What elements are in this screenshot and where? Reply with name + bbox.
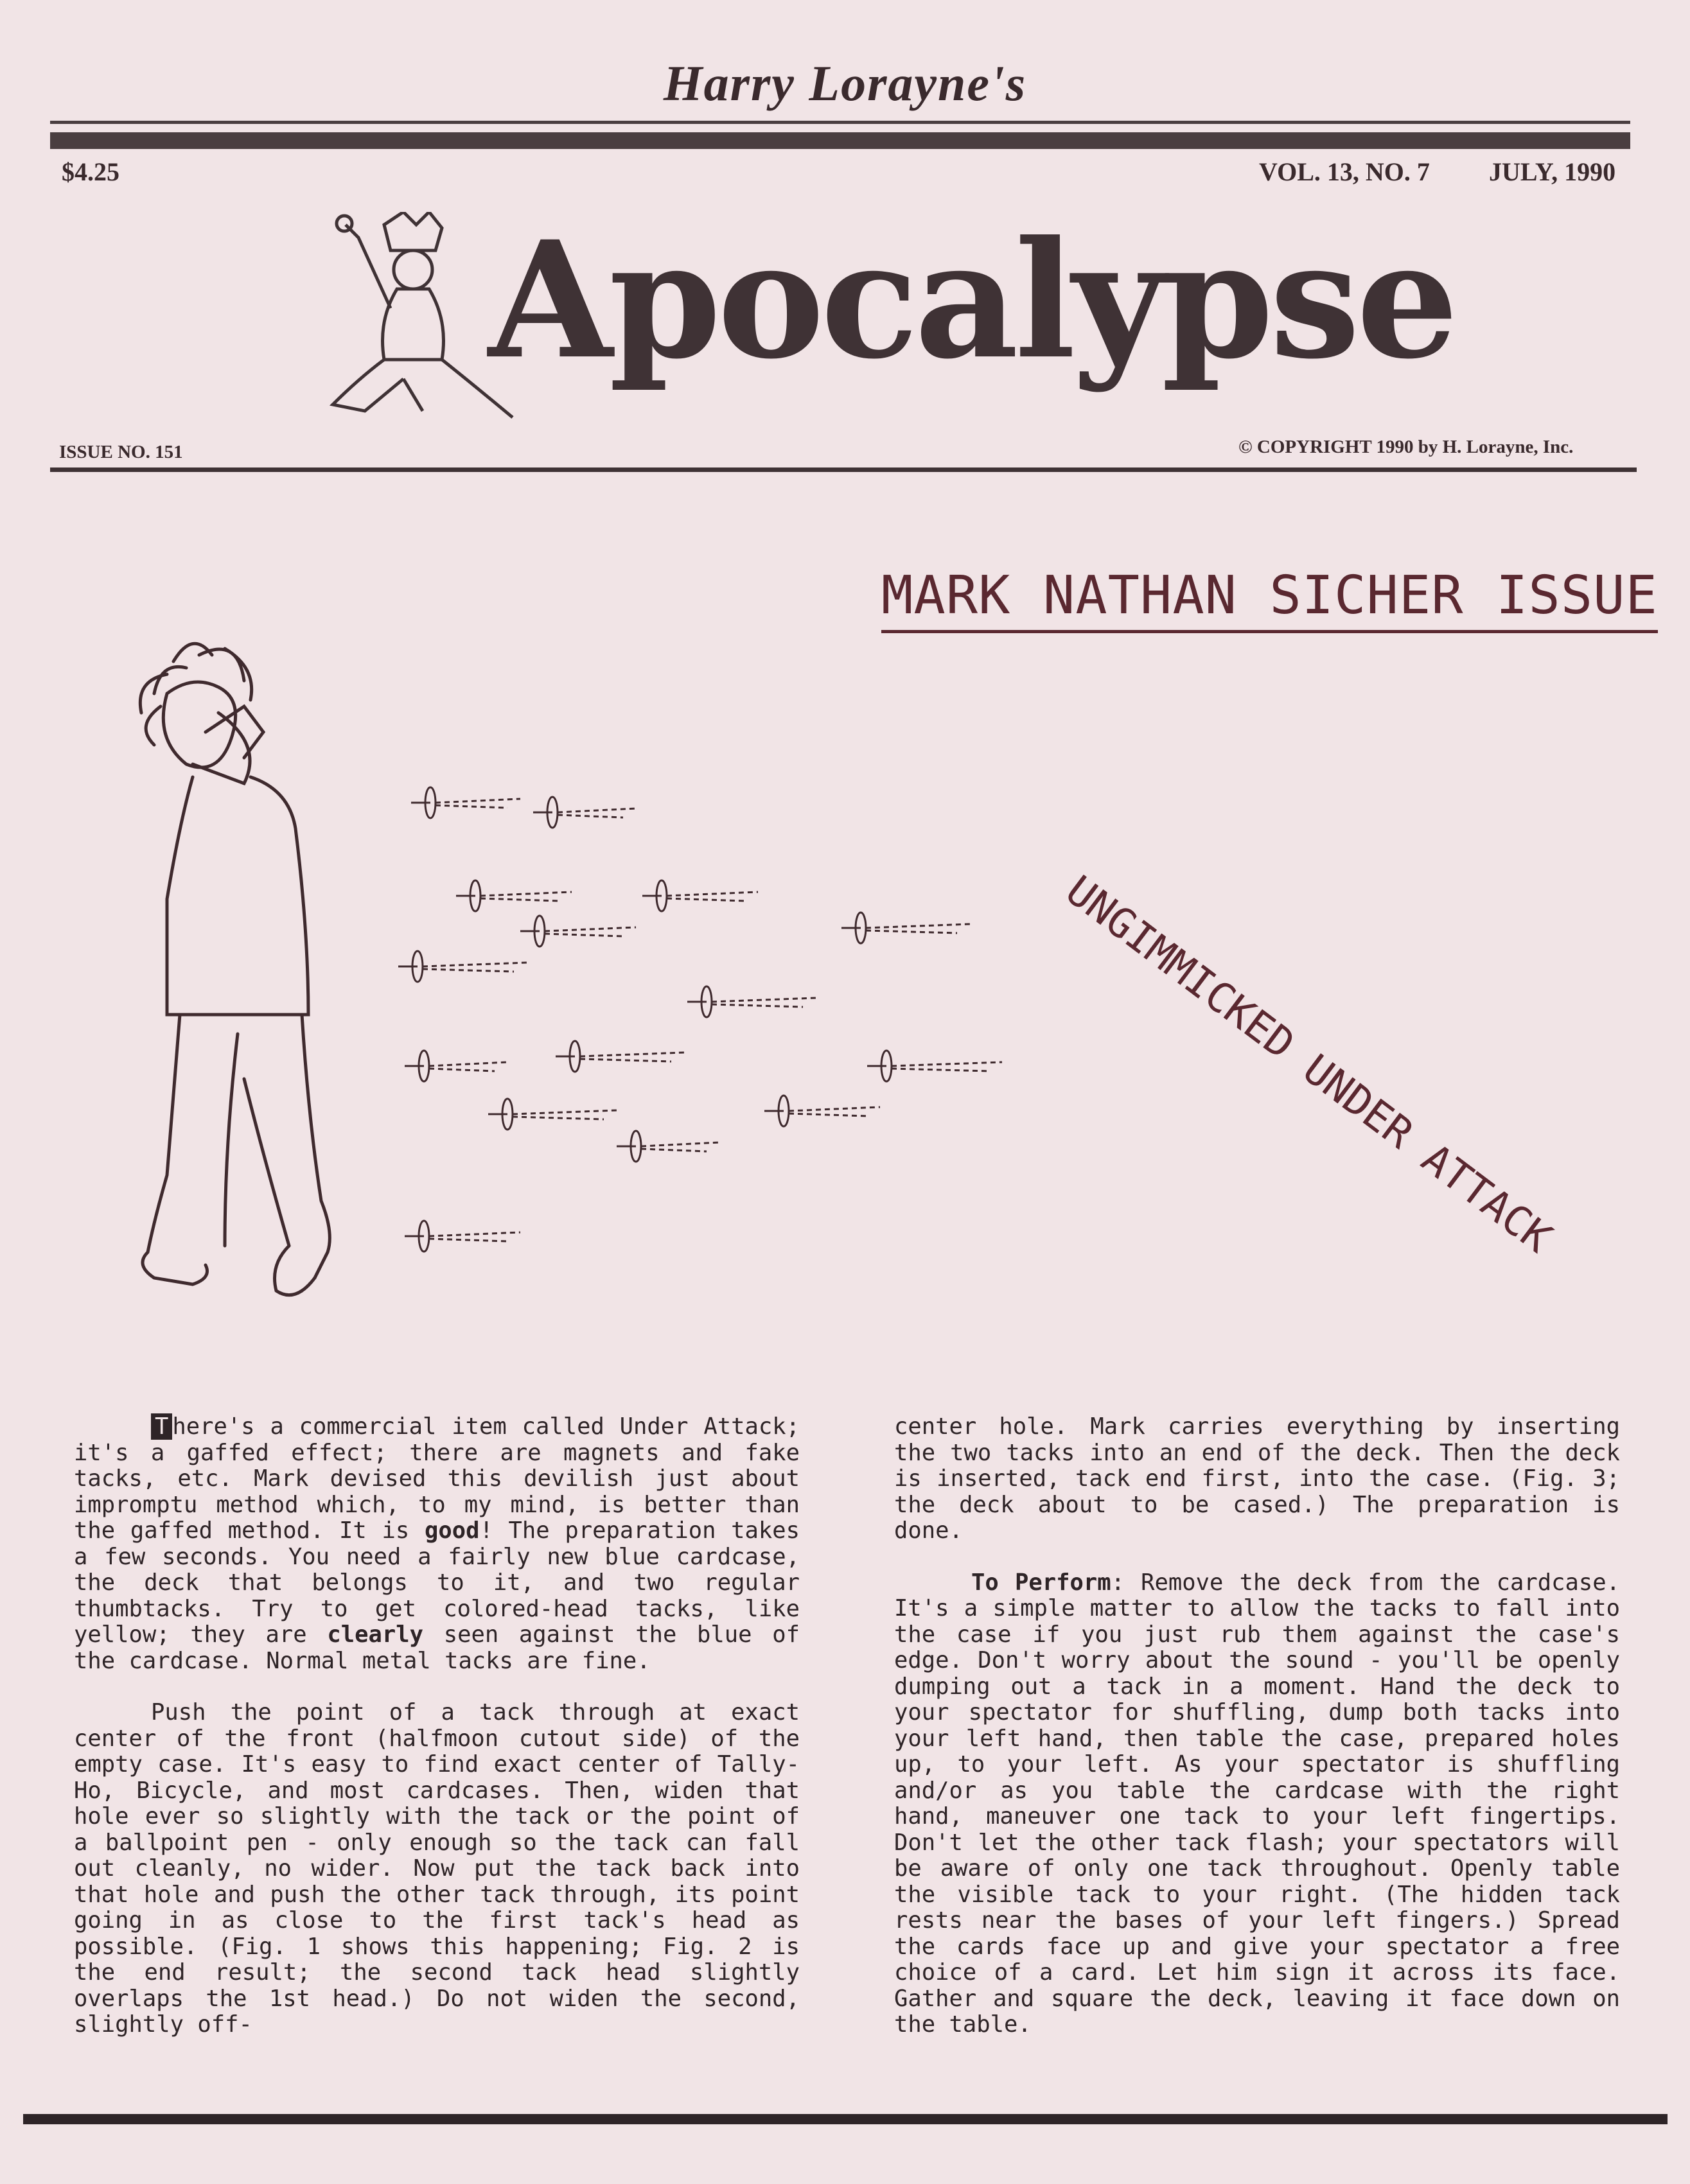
footer-rule [23,2114,1668,2124]
issue-number: ISSUE NO. 151 [59,442,183,462]
masthead-rule-thick [50,132,1630,149]
masthead-name: Harry Lorayne's [663,55,1027,111]
perform-label: To Perform [971,1569,1111,1596]
issue-date: JULY, 1990 [1489,157,1616,186]
masthead-rule-thin [50,121,1630,124]
article-text: ! The preparation takes a few seconds. You need a fairly new blue cardcase, the deck that belongs to it, and two regular thumbtacks. Try to get colored-head tacks, like yellow; they are [74,1517,800,1648]
article-text: : Remove the deck from the cardcase. It's a simple matter to allow the tacks to fall into the case if you just rub them against the case's edge. Don't worry about the sound - you'll be openly dumping out a tack in a moment. Hand the deck to your spectator for shuffling, dump both tacks into your left hand, then table the case, prepared holes up, to your left. As your spectator is shuffling and/or as you table the cardcase with the right hand, maneuver one tack to your left fingertips. Don't let the other tack flash; your spectators will be aware of only one tack throughout. Openly table the visible tack to your right. (The hidden tack rests near the bases of your left fingers.) Spread the cards face up and give your spectator a free choice of a card. Let him sign it across its face. Gather and square the deck, leaving it face down on the table. [894,1569,1621,2038]
article-emphasis: clearly [327,1621,423,1648]
article-paragraph-2: Push the point of a tack through at exact center of the front (halfmoon cutout side) of the empty case. It's easy to find exact center of Tally-Ho, Bicycle, and most cardcases. Then, widen that hole ever so slightly with the tack or the point of a ballpoint pen - only enough so the tack can fall out cleanly, no wider. Now put the tack back into that hole and push the other tack through, its point going in as close to the first tack's head as possible. (Fig. 1 shows this happening; Fig. 2 is the end result; the second tack head slightly overlaps the 1st head.) Do not widen the second, slightly off- [74,1699,800,2038]
publication-title: Apocalypse [488,205,1455,394]
copyright: © COPYRIGHT 1990 by H. Lorayne, Inc. [1238,437,1574,457]
king-logo-icon [307,212,519,430]
masthead-rule-bottom [50,467,1637,472]
man-under-tack-attack-illustration [96,629,1028,1323]
article-column-right [894,1414,1620,2064]
article-emphasis: good [424,1517,480,1544]
article-column-left [74,1414,800,2064]
article-text: seen against the blue of the cardcase. Normal metal tacks are fine. [74,1621,800,1674]
article-paragraph-3: center hole. Mark carries everything by inserting the two tacks into an end of the deck. Then the deck is inserted, tack end first, into the case. (Fig. 3; the deck about to be cased.) The preparation is done. [894,1413,1620,1544]
trick-title: UNGIMMICKED UNDER ATTACK [1057,867,1560,1262]
price: $4.25 [62,157,119,186]
article-paragraph-1 [74,1414,800,1674]
article-paragraph-4 [894,1570,1620,2038]
issue-title: MARK NATHAN SICHER ISSUE [881,565,1658,633]
volume: VOL. 13, NO. 7 [1259,157,1430,186]
article-text: here's a commercial item called Under Attack; it's a gaffed effect; there are magnets and fake tacks, etc. Mark devised this devilish just about impromptu method which, to my mind, is better than the gaffed method. It is [74,1413,800,1544]
drop-cap: T [151,1413,172,1440]
